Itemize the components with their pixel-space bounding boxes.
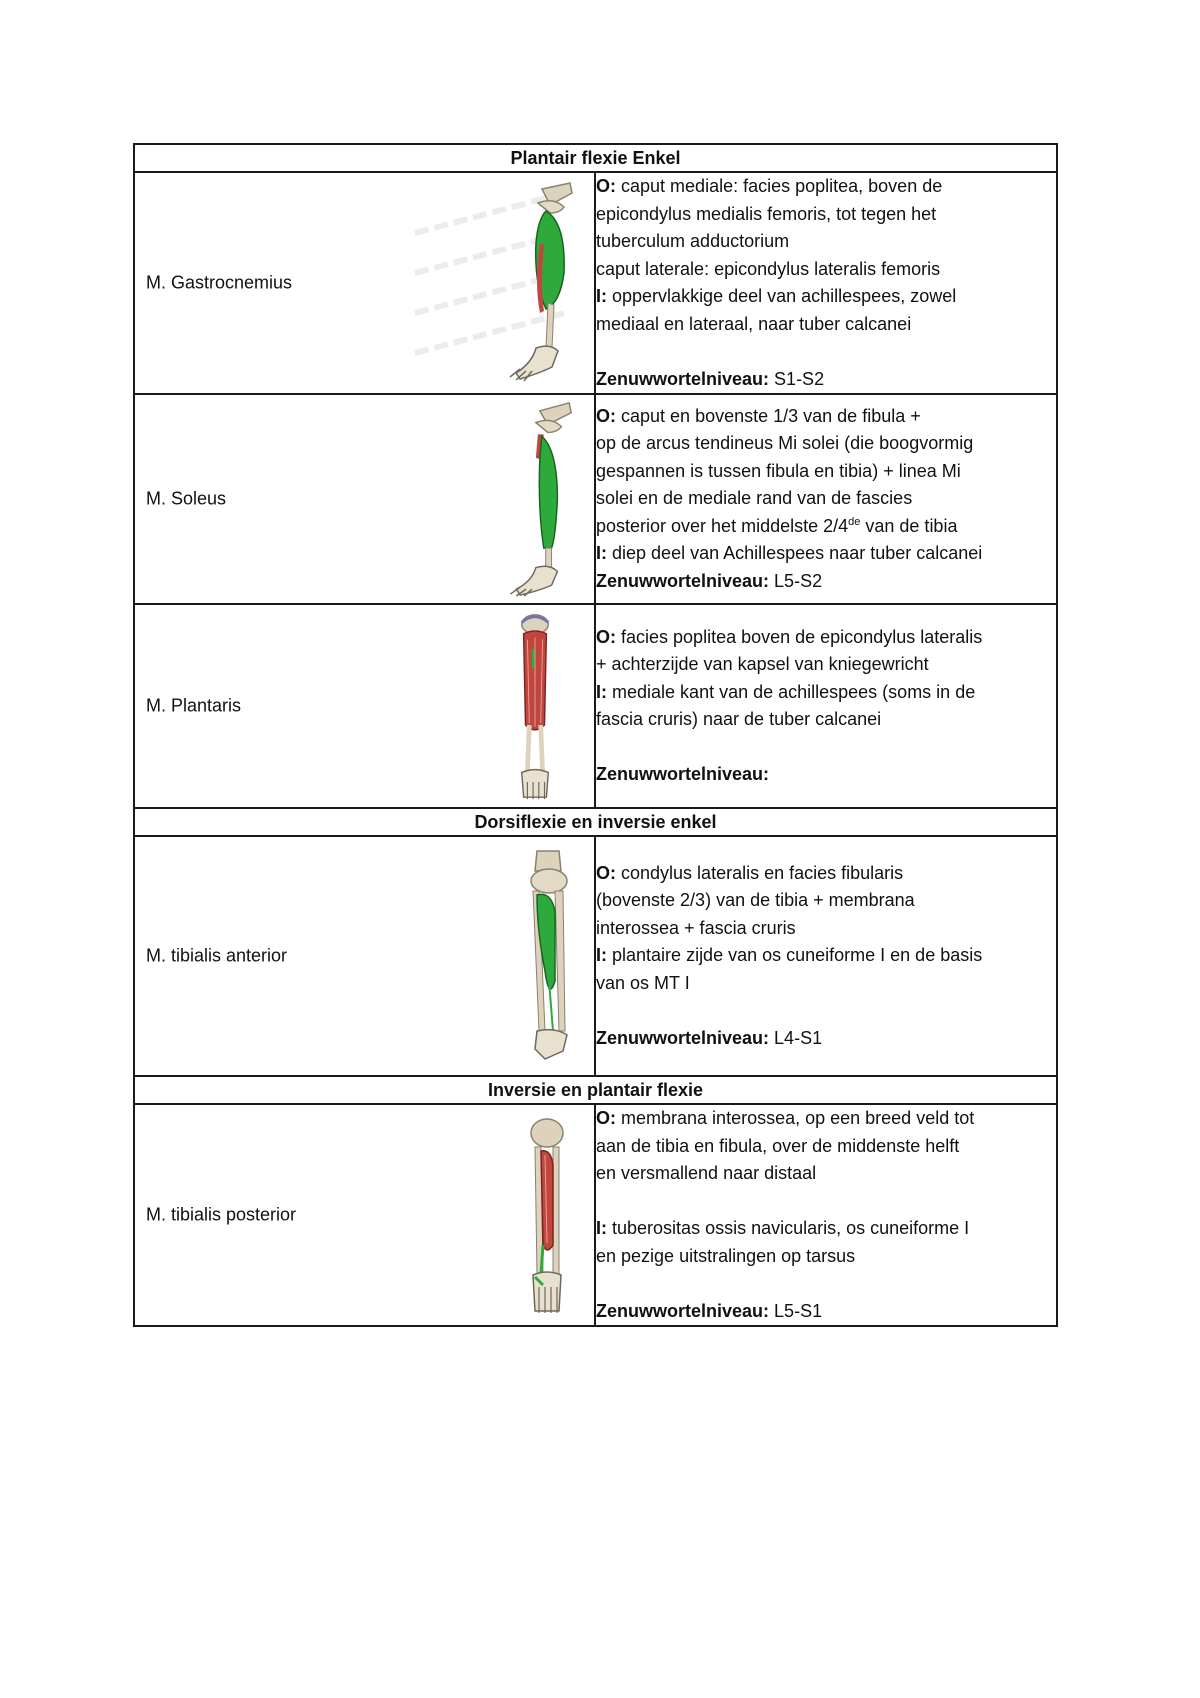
muscle-description [595,836,1057,1076]
leg-plantaris-icon [505,611,565,801]
table-row [134,1104,1057,1326]
origin-line: en versmallend naar distaal [596,1163,817,1183]
insertion-line: I: mediale kant van de achillespees (soms in de [596,681,976,702]
insertion-line: I: oppervlakkige deel van achillespees, zowel [596,286,957,306]
muscle-cell [134,394,595,604]
muscle-name: M. Soleus [146,488,227,509]
table-row [134,394,1057,604]
muscle-description [595,394,1057,604]
nerve-root-level: Zenuwwortelniveau: [596,764,770,784]
nerve-root-level: Zenuwwortelniveau: L4-S1 [596,1027,823,1048]
table-row [134,604,1057,808]
muscle-name: M. Plantaris [146,695,242,716]
insertion-line: I: tuberositas ossis navicularis, os cuneiforme I [596,1218,970,1238]
origin-line: op de arcus tendineus Mi solei (die boogvormig [596,433,974,454]
muscle-description [595,172,1057,394]
origin-line: tuberculum adductorium [596,231,790,251]
insertion-line: en pezige uitstralingen op tarsus [596,1245,856,1266]
origin-line: epicondylus medialis femoris, tot tegen het [596,203,937,224]
origin-line: O: facies poplitea boven de epicondylus lateralis [596,626,983,647]
origin-line: caput laterale: epicondylus lateralis femoris [596,258,941,279]
section-title: Inversie en plantair flexie [134,1076,1057,1104]
muscle-description [595,1104,1057,1326]
leg-soleus-icon [480,401,580,597]
origin-line: O: membrana interossea, op een breed veld tot [596,1108,975,1128]
insertion-line: fascia cruris) naar de tuber calcanei [596,709,882,729]
table-row [134,836,1057,1076]
insertion-line: I: plantaire zijde van os cuneiforme I en de basis [596,945,983,966]
muscle-cell [134,604,595,808]
origin-line: solei en de mediale rand van de fascies [596,488,913,509]
nerve-root-level: Zenuwwortelniveau: L5-S1 [596,1300,823,1321]
table-row [134,172,1057,394]
muscle-cell [134,1104,595,1326]
origin-line: aan de tibia en fibula, over de middenste helft [596,1135,960,1156]
anatomy-figure [480,401,580,597]
origin-line: O: caput mediale: facies poplitea, boven de [596,176,943,196]
section-title: Plantair flexie Enkel [134,144,1057,172]
anatomy-figure [517,1111,577,1319]
leg-gastrocnemius-icon [480,179,580,387]
nerve-root-level: Zenuwwortelniveau: L5-S2 [596,570,823,591]
anatomy-figure [480,179,580,387]
origin-line: O: caput en bovenste 1/3 van de fibula + [596,405,921,426]
origin-line: O: condylus lateralis en facies fibularis [596,862,904,883]
insertion-line: I: diep deel van Achillespees naar tuber calcanei [596,543,983,564]
insertion-line: mediaal en lateraal, naar tuber calcanei [596,313,912,334]
origin-line: gespannen is tussen fibula en tibia) + linea Mi [596,460,961,481]
muscle-name: M. tibialis posterior [146,1204,297,1225]
section-title: Dorsiflexie en inversie enkel [134,808,1057,836]
muscle-description [595,604,1057,808]
nerve-root-level: Zenuwwortelniveau: S1-S2 [596,368,825,389]
insertion-line: van os MT I [596,972,690,993]
origin-line: + achterzijde van kapsel van kniegewricht [596,654,929,674]
muscle-name: M. tibialis anterior [146,945,288,966]
section-row [134,1076,1057,1104]
muscle-name: M. Gastrocnemius [146,272,293,293]
section-row [134,808,1057,836]
origin-line: (bovenste 2/3) van de tibia + membrana [596,890,915,911]
muscle-cell [134,836,595,1076]
origin-line: posterior over het middelste 2/4de van de tibia [596,515,958,536]
leg-tibialis-anterior-icon [515,843,585,1069]
section-row [134,144,1057,172]
anatomy-figure [505,611,565,801]
muscle-table [133,143,1058,1327]
muscle-cell [134,172,595,394]
anatomy-figure [515,843,585,1069]
leg-tibialis-posterior-icon [517,1111,577,1319]
origin-line: interossea + fascia cruris [596,917,796,938]
